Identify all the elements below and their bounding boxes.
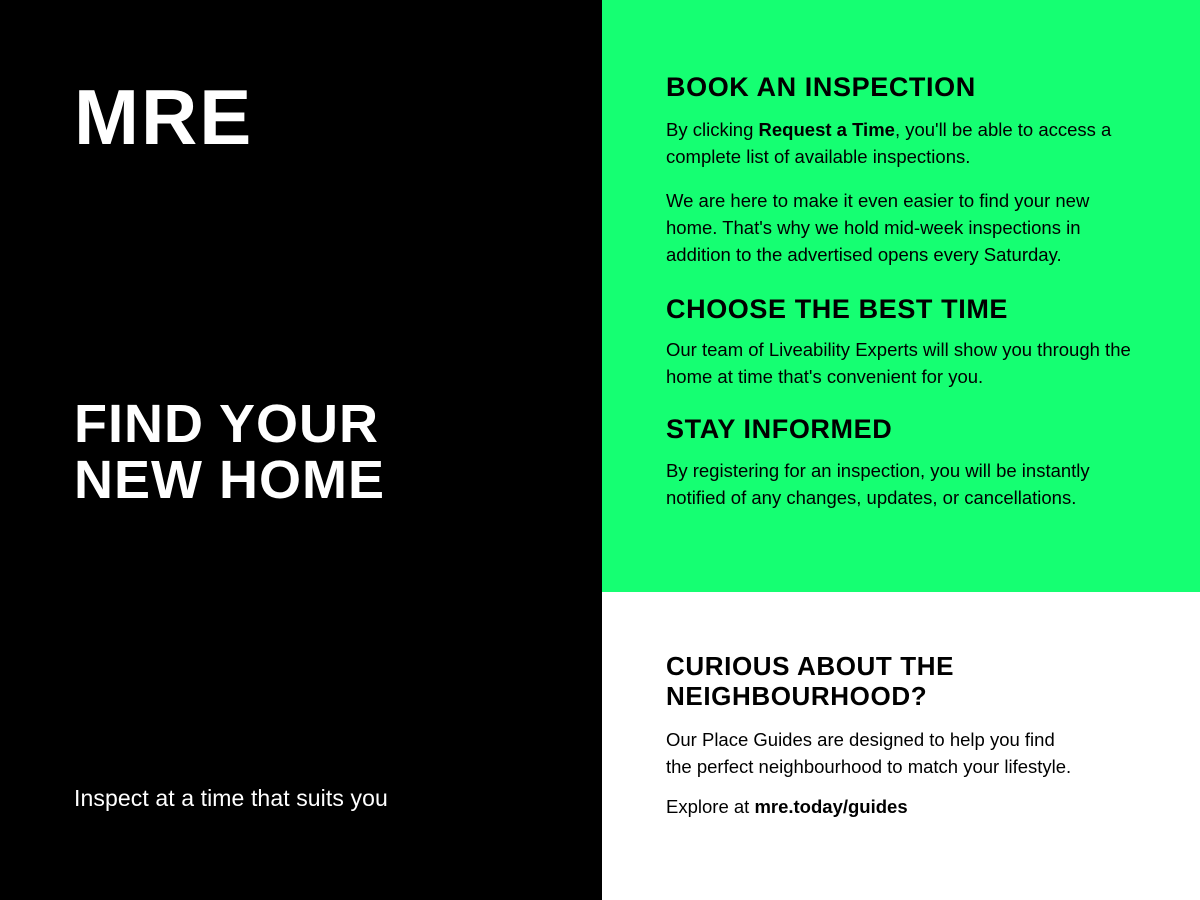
- paragraph: Our team of Liveability Experts will show you through the home at time that's convenient for you.: [666, 339, 1131, 388]
- brand-logo: MRE: [74, 73, 254, 161]
- explore-prefix: Explore at: [666, 795, 755, 817]
- paragraph: By registering for an inspection, you will be instantly notified of any changes, updates, or cancellations.: [666, 459, 1090, 508]
- section-heading: STAY INFORMED: [666, 414, 893, 445]
- headline-line-1: FIND YOUR: [74, 394, 380, 454]
- section-choose-the-best-time: [666, 294, 1145, 390]
- paragraph-post: , you'll be able to access a complete list of available inspections.: [666, 119, 1112, 168]
- page-title: [74, 394, 385, 511]
- neighbourhood-body: [666, 727, 1145, 780]
- paragraph: [666, 116, 1145, 170]
- section-heading: BOOK AN INSPECTION: [666, 72, 976, 102]
- tagline-text: Inspect at a time that suits you: [74, 785, 388, 811]
- neighbourhood-body-line-1: Our Place Guides are designed to help you find: [666, 729, 1055, 751]
- neighbourhood-heading: [666, 652, 1145, 711]
- neighbourhood-heading-line-1: CURIOUS ABOUT THE: [666, 651, 955, 681]
- white-info-panel: [602, 592, 1200, 900]
- right-content-column: [602, 0, 1200, 900]
- section-book-an-inspection: [666, 72, 1145, 268]
- paragraph-pre: By clicking: [666, 119, 759, 141]
- section-heading: CHOOSE THE BEST TIME: [666, 294, 1009, 325]
- explore-line: [666, 796, 1145, 818]
- neighbourhood-body-line-2: the perfect neighbourhood to match your lifestyle.: [666, 755, 1072, 777]
- neighbourhood-heading-line-2: NEIGHBOURHOOD?: [666, 680, 928, 711]
- explore-url[interactable]: mre.today/guides: [754, 795, 908, 817]
- headline-line-2: NEW HOME: [74, 450, 385, 511]
- section-stay-informed: [666, 414, 1145, 510]
- paragraph-emphasis: Request a Time: [758, 119, 895, 141]
- paragraph: We are here to make it even easier to find your new home. That's why we hold mid-week inspections in addition to the advertised opens every Saturday.: [666, 190, 1090, 266]
- green-info-panel: [602, 0, 1200, 592]
